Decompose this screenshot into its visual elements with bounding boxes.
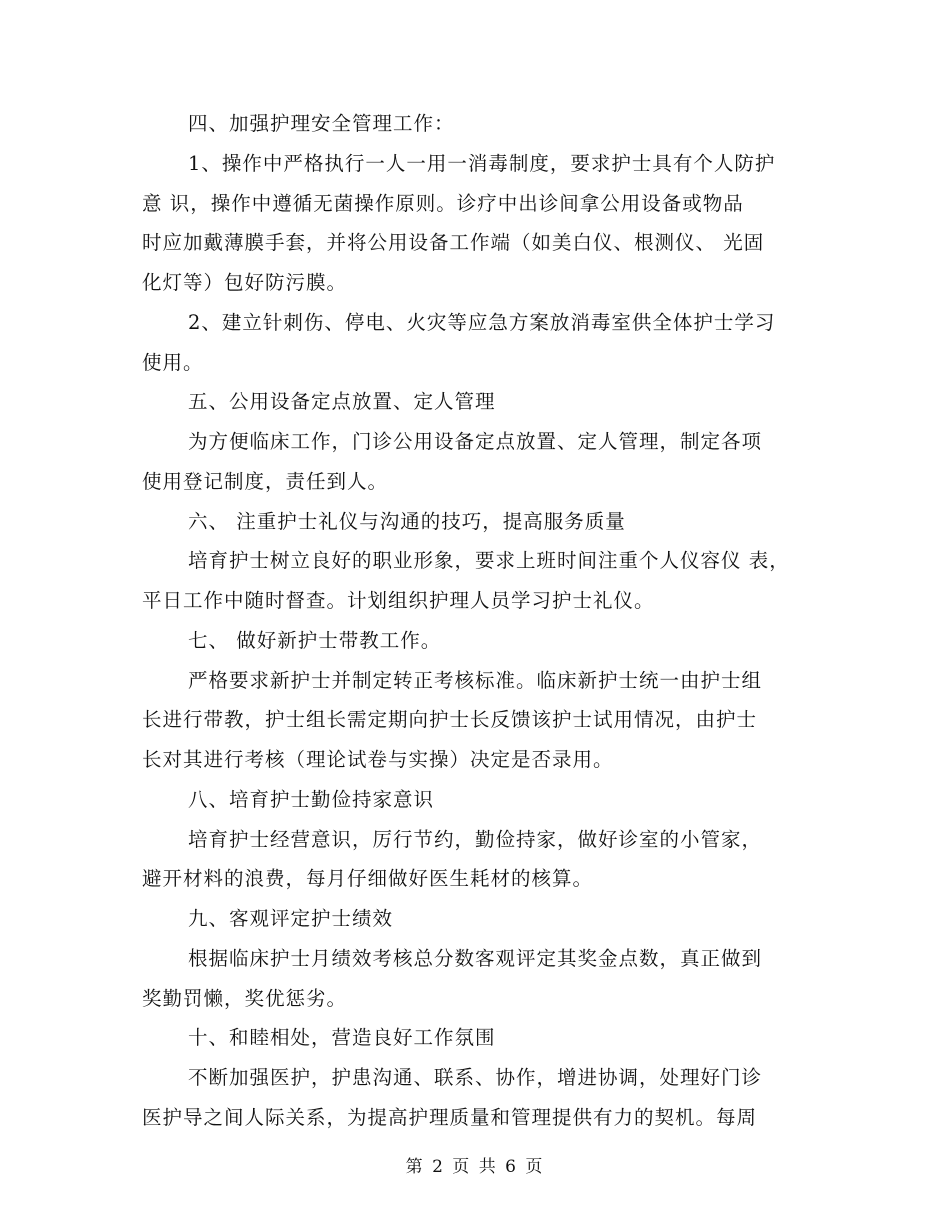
text-line: 八、培育护士勤俭持家意识 [188,787,435,811]
text-line: 长对其进行考核（理论试卷与实操）决定是否录用。 [142,748,614,771]
text-line: 不断加强医护，护患沟通、联系、协作，增进协调，处理好门诊 [188,1066,763,1089]
text-line: 时应加戴薄膜手套，并将公用设备工作端（如美白仪、根测仪、 光固 [142,231,765,255]
text-line: 长进行带教，护士组长需定期向护士长反馈该护士试用情况，由护士 [142,708,758,732]
text-line: 五、公用设备定点放置、定人管理 [188,390,496,414]
text-line: 七、 做好新护士带教工作。 [188,628,442,652]
document-body [142,108,842,1142]
page-number-footer: 第 2 页 共 6 页 [405,1157,545,1177]
text-line: 为方便临床工作，门诊公用设备定点放置、定人管理，制定各项 [188,430,763,453]
text-line: 奖勤罚懒，奖优惩劣。 [142,986,348,1010]
text-line: 平日工作中随时督查。计划组织护理人员学习护士礼仪。 [142,589,655,612]
text-line: 化灯等）包好防污膜。 [142,271,348,294]
text-line: 2、建立针刺伤、停电、火灾等应急方案放消毒室供全体护士学习 [188,310,776,334]
text-line: 意 识，操作中遵循无菌操作原则。诊疗中出诊间拿公用设备或物品 [142,191,744,215]
text-line: 避开材料的浪费，每月仔细做好医生耗材的核算。 [142,867,594,891]
text-line: 使用登记制度，责任到人。 [142,469,389,493]
text-line: 四、加强护理安全管理工作： [188,112,455,135]
text-line: 培育护士树立良好的职业形象，要求上班时间注重个人仪容仪 表， [188,549,790,573]
text-line: 六、 注重护士礼仪与沟通的技巧，提高服务质量 [188,509,626,533]
text-line: 培育护士经营意识，厉行节约，勤俭持家，做好诊室的小管家， [188,827,763,851]
text-line: 医护导之间人际关系，为提高护理质量和管理提供有力的契机。每周 [142,1105,758,1129]
text-line: 1、操作中严格执行一人一用一消毒制度，要求护士具有个人防护 [188,151,776,175]
text-line: 根据临床护士月绩效考核总分数客观评定其奖金点数，真正做到 [188,946,763,970]
text-line: 十、和睦相处，营造良好工作氛围 [188,1026,496,1050]
text-line: 严格要求新护士并制定转正考核标准。临床新护士统一由护士组 [188,668,763,692]
text-line: 九、客观评定护士绩效 [188,907,394,930]
text-line: 使用。 [142,350,204,374]
